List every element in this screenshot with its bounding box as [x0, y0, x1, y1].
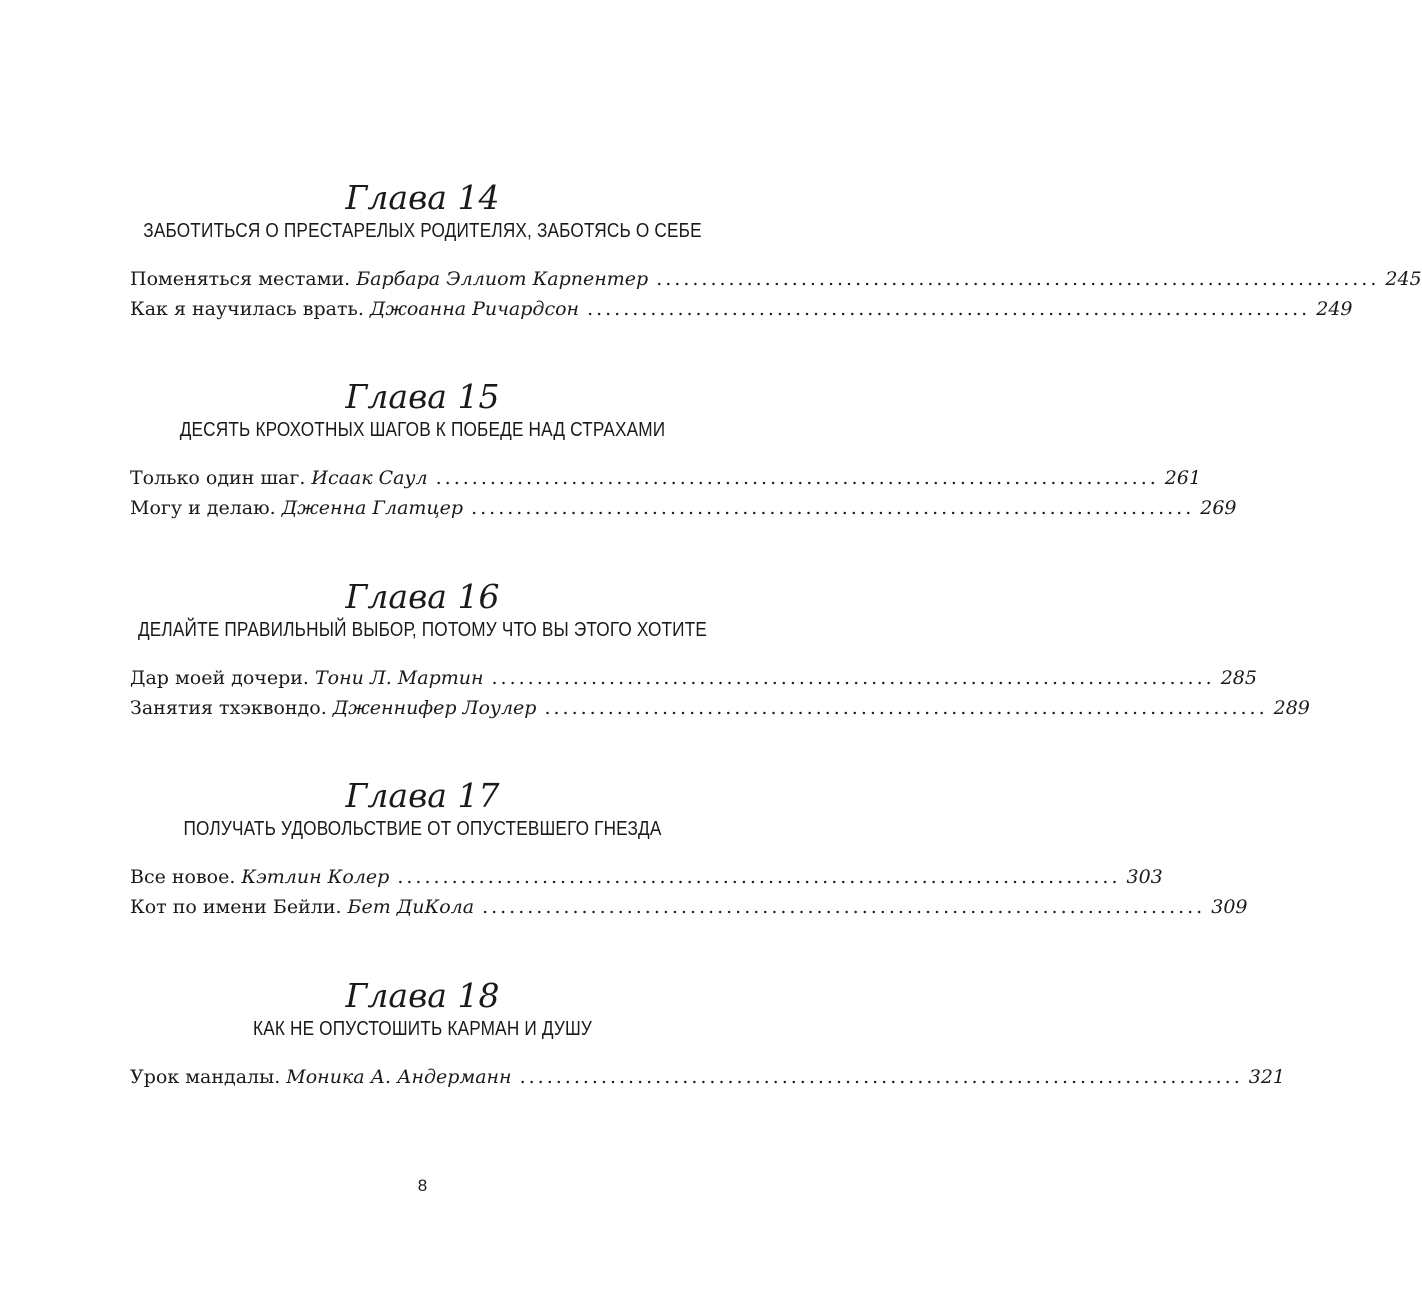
entry-author: Бет ДиКола: [347, 896, 475, 918]
toc-entry[interactable]: [130, 663, 1257, 693]
entry-page: 245: [1385, 268, 1422, 290]
dot-leader: ................................................................................: [482, 896, 1206, 918]
chapter-label: Глава 18: [345, 976, 500, 1015]
chapter-title: ДЕСЯТЬ КРОХОТНЫХ ШАГОВ К ПОБЕДЕ НАД СТРАХАМИ: [179, 419, 666, 441]
chapter-15: [0, 377, 1237, 523]
toc-entry[interactable]: [130, 862, 1163, 892]
dot-leader: ................................................................................: [587, 298, 1311, 320]
entry-author: Барбара Эллиот Карпентер: [356, 268, 649, 290]
toc-entries: [0, 463, 1237, 523]
entry-title: Кот по имени Бейли.: [130, 896, 342, 918]
page-number: 8: [417, 1176, 428, 1195]
dot-leader: ................................................................................: [435, 467, 1159, 489]
entry-page: 285: [1220, 667, 1257, 689]
entry-page: 321: [1248, 1066, 1286, 1088]
chapter-label: Глава 16: [345, 577, 500, 616]
dot-leader: ................................................................................: [656, 268, 1380, 290]
entry-page: 303: [1126, 866, 1163, 888]
entry-page: 249: [1316, 298, 1353, 320]
entry-page: 309: [1211, 896, 1248, 918]
dot-leader: ................................................................................: [397, 866, 1121, 888]
entry-author: Дженнифер Лоулер: [332, 697, 537, 719]
toc-entry[interactable]: [130, 1062, 1286, 1092]
entry-page: 261: [1164, 467, 1202, 489]
chapter-label: Глава 17: [345, 776, 500, 815]
entry-title: Только один шаг.: [130, 467, 306, 489]
entry-title: Как я научилась врать.: [130, 298, 364, 320]
entry-author: Дженна Глатцер: [281, 497, 464, 519]
entry-author: Кэтлин Колер: [241, 866, 390, 888]
toc-entries: [0, 264, 1422, 324]
dot-leader: ................................................................................: [519, 1066, 1243, 1088]
toc-entries: [0, 862, 1248, 922]
dot-leader: ................................................................................: [544, 697, 1268, 719]
entry-title: Дар моей дочери.: [130, 667, 309, 689]
toc-entry[interactable]: [130, 693, 1310, 723]
toc-entry[interactable]: [130, 294, 1353, 324]
entry-author: Исаак Саул: [311, 467, 428, 489]
entry-author: Моника А. Андерманн: [286, 1066, 512, 1088]
entry-title: Занятия тхэквондо.: [130, 697, 327, 719]
chapter-17: [0, 776, 1248, 922]
dot-leader: ................................................................................: [491, 667, 1215, 689]
entry-title: Поменяться местами.: [130, 268, 351, 290]
toc-entry[interactable]: [130, 892, 1248, 922]
dot-leader: ................................................................................: [471, 497, 1195, 519]
chapter-title: ДЕЛАЙТЕ ПРАВИЛЬНЫЙ ВЫБОР, ПОТОМУ ЧТО ВЫ ЭТОГО ХОТИТЕ: [137, 619, 708, 641]
entry-author: Тони Л. Мартин: [314, 667, 484, 689]
chapter-label: Глава 14: [345, 178, 500, 217]
toc-entry[interactable]: [130, 493, 1237, 523]
chapter-title: КАК НЕ ОПУСТОШИТЬ КАРМАН И ДУШУ: [252, 1018, 593, 1040]
entry-title: Могу и делаю.: [130, 497, 276, 519]
toc-entry[interactable]: [130, 463, 1202, 493]
chapter-title: ЗАБОТИТЬСЯ О ПРЕСТАРЕЛЫХ РОДИТЕЛЯХ, ЗАБОТЯСЬ О СЕБЕ: [143, 220, 702, 242]
toc-entries: [0, 663, 1310, 723]
entry-title: Урок мандалы.: [130, 1066, 281, 1088]
chapter-18: [0, 976, 1286, 1092]
entry-author: Джоанна Ричардсон: [369, 298, 580, 320]
entry-page: 269: [1200, 497, 1237, 519]
toc-entry[interactable]: [130, 264, 1422, 294]
entry-page: 289: [1273, 697, 1310, 719]
entry-title: Все новое.: [130, 866, 236, 888]
chapter-14: [0, 178, 1422, 324]
toc-entries: [0, 1062, 1286, 1092]
chapter-16: [0, 577, 1310, 723]
chapter-title: ПОЛУЧАТЬ УДОВОЛЬСТВИЕ ОТ ОПУСТЕВШЕГО ГНЕЗДА: [183, 818, 662, 840]
chapter-label: Глава 15: [345, 377, 500, 416]
